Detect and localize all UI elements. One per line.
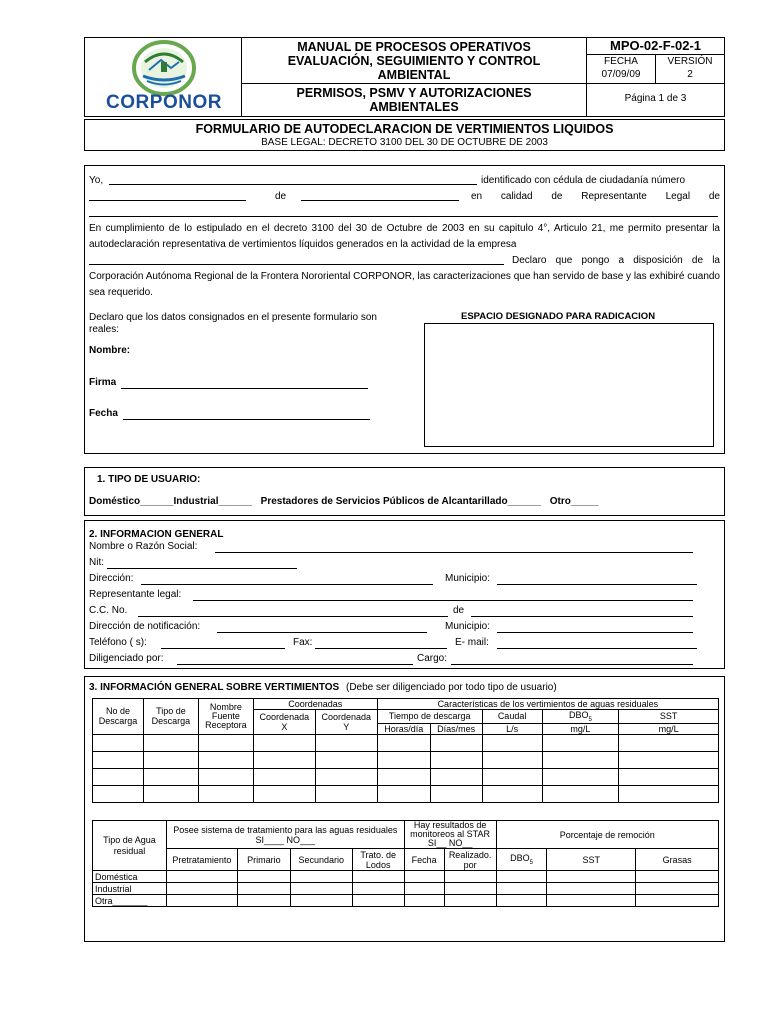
table-row[interactable] xyxy=(93,751,719,768)
col-coord-y: Coordenada Y xyxy=(315,710,377,735)
dbo-sub: 5 xyxy=(588,716,592,723)
discharge-table xyxy=(92,698,719,803)
en-calidad-text: en calidad de Representante Legal de xyxy=(471,191,720,202)
radicacion-label: ESPACIO DESIGNADO PARA RADICACION xyxy=(461,311,656,322)
title-line-4: PERMISOS, PSMV Y AUTORIZACIONES xyxy=(296,86,532,100)
paragraph-2: Declaro que pongo a disposición de la xyxy=(512,255,720,266)
col-coordenadas: Coordenadas xyxy=(253,699,377,710)
col-dbo-unit: mg/L xyxy=(542,723,619,734)
col-grasas: Grasas xyxy=(636,849,719,871)
fecha-value: 07/09/09 xyxy=(601,69,641,80)
dbo2-sub: 5 xyxy=(529,859,533,866)
col-sst-unit: mg/L xyxy=(619,723,719,734)
fax-label: Fax: xyxy=(293,637,313,648)
col-pretratamiento: Pretratamiento xyxy=(166,849,237,871)
diligenciado-label: Diligenciado por: xyxy=(89,653,164,664)
col-caudal-unit: L/s xyxy=(482,723,542,734)
col-trato: Trato. de Lodos xyxy=(352,849,404,871)
section1-title: 1. TIPO DE USUARIO: xyxy=(97,474,201,485)
cargo-label: Cargo: xyxy=(417,653,448,664)
section3-subtitle: (Debe ser diligenciado por todo tipo de usuario) xyxy=(346,682,557,693)
nit-label: Nit: xyxy=(89,557,104,568)
section-discharges xyxy=(84,676,725,942)
col-tipo-descarga: Tipo de Descarga xyxy=(143,699,198,735)
col-hay: Hay resultados de monitoreos al STAR SI__ NO__ xyxy=(404,821,496,849)
company-blank[interactable] xyxy=(89,216,718,217)
document-header xyxy=(84,37,725,117)
direccion-label: Dirección: xyxy=(89,573,134,584)
corponor-logo-icon xyxy=(131,40,197,96)
yo-label: Yo, xyxy=(89,175,104,186)
representante-blank[interactable] xyxy=(193,600,693,601)
treatment-table xyxy=(92,820,719,907)
nit-blank[interactable] xyxy=(107,568,297,569)
email-label: E- mail: xyxy=(455,637,489,648)
cc-de-label: de xyxy=(453,605,465,616)
dir-notif-blank[interactable] xyxy=(217,632,427,633)
section-general-info xyxy=(84,520,725,669)
cc-de-blank[interactable] xyxy=(471,616,693,617)
table-row[interactable] xyxy=(93,895,719,907)
dir-notif-label: Dirección de notificación: xyxy=(89,621,201,632)
section3-heading xyxy=(89,682,557,693)
col-caudal: Caudal xyxy=(482,710,542,724)
municipio2-blank[interactable] xyxy=(497,632,693,633)
page-number: Página 1 de 3 xyxy=(624,93,687,104)
title-line-2: EVALUACIÓN, SEGUIMIENTO Y CONTROL xyxy=(287,54,541,68)
col-primario: Primario xyxy=(237,849,290,871)
telefono-label: Teléfono ( s): xyxy=(89,637,147,648)
section3-title: 3. INFORMACIÓN GENERAL SOBRE VERTIMIENTOS xyxy=(89,682,340,693)
table-row[interactable] xyxy=(93,734,719,751)
col-dbo2 xyxy=(496,849,547,871)
option-domestico[interactable]: Doméstico______ xyxy=(89,496,174,507)
form-title: FORMULARIO DE AUTODECLARACION DE VERTIMIENTOS LIQUIDOS xyxy=(195,122,614,136)
fecha-blank[interactable] xyxy=(123,419,370,420)
col-nombre-fuente: Nombre Fuente Receptora xyxy=(198,699,253,735)
firma-label: Firma xyxy=(89,377,117,388)
paragraph-1: En cumplimiento de lo estipulado en el decreto 3100 del 30 de Octubre de 2003 en su capitulo 4°, Articulo 21, me permito presentar la autodeclaración representativa de vertimientos líquidos generados en la actividad de la empresa xyxy=(89,223,720,250)
razon-social-blank[interactable] xyxy=(215,552,693,553)
direccion-blank[interactable] xyxy=(141,584,433,585)
city-blank[interactable] xyxy=(301,200,459,201)
user-type-options xyxy=(89,496,599,507)
table-row[interactable] xyxy=(93,871,719,883)
doc-code: MPO-02-F-02-1 xyxy=(587,38,724,55)
activity-blank[interactable] xyxy=(89,264,504,265)
col-tiempo: Tiempo de descarga xyxy=(377,710,482,724)
col-no-descarga: No de Descarga xyxy=(93,699,144,735)
identificado-text: identificado con cédula de ciudadanía número xyxy=(481,175,686,186)
version-label: VERSIÓN xyxy=(667,56,713,67)
dbo-label: DBO xyxy=(568,710,589,720)
representante-label: Representante legal: xyxy=(89,589,182,600)
email-blank[interactable] xyxy=(497,648,697,649)
row-label-domestica: Doméstica xyxy=(93,871,167,883)
col-realizado: Realizado. por xyxy=(444,849,496,871)
telefono-blank[interactable] xyxy=(161,648,285,649)
col-fecha: Fecha xyxy=(404,849,444,871)
name-blank[interactable] xyxy=(109,184,477,185)
section2-title: 2. INFORMACION GENERAL xyxy=(89,529,224,540)
cc-label: C.C. No. xyxy=(89,605,128,616)
declaration-text xyxy=(89,173,720,301)
base-legal: BASE LEGAL: DECRETO 3100 DEL 30 DE OCTUBRE DE 2003 xyxy=(261,137,548,148)
cc-blank[interactable] xyxy=(138,616,448,617)
table-row[interactable] xyxy=(93,883,719,895)
row-label-otra: Otra_______ xyxy=(93,895,167,907)
col-sst2: SST xyxy=(547,849,636,871)
declaro-text: Declaro que los datos consignados en el presente formulario son reales: xyxy=(89,312,377,335)
section-user-type xyxy=(84,467,725,516)
header-title xyxy=(242,38,587,116)
col-horas: Horas/día xyxy=(377,723,430,734)
col-tipo-agua: Tipo de Agua residual xyxy=(93,821,167,871)
fecha-label-decl: Fecha xyxy=(89,408,118,419)
radicacion-space[interactable] xyxy=(424,323,714,447)
razon-social-label: Nombre o Razón Social: xyxy=(89,541,198,552)
col-sst: SST xyxy=(619,710,719,724)
paragraph-3: Corporación Autónoma Regional de la Frontera Nororiental CORPONOR, las caracterizaciones que han servido de base y las exhibiré cuando sea requerido. xyxy=(89,271,720,298)
table-row[interactable] xyxy=(93,768,719,785)
title-line-5: AMBIENTALES xyxy=(369,100,459,114)
header-code-cell xyxy=(587,38,724,116)
municipio-label: Municipio: xyxy=(445,573,491,584)
dbo2-label: DBO xyxy=(510,853,530,864)
table-row[interactable] xyxy=(93,785,719,802)
logo-text: CORPONOR xyxy=(106,92,222,113)
nombre-label: Nombre: xyxy=(89,345,131,356)
de-label: de xyxy=(275,191,287,202)
option-industrial[interactable]: Industrial______ xyxy=(173,496,252,507)
col-dbo xyxy=(542,710,619,724)
logo-cell xyxy=(85,38,242,116)
col-caracteristicas: Características de los vertimientos de aguas residuales xyxy=(377,699,718,710)
cedula-blank[interactable] xyxy=(89,200,246,201)
declaration-box xyxy=(84,165,725,454)
fax-blank[interactable] xyxy=(315,648,447,649)
option-prestadores[interactable]: Prestadores de Servicios Públicos de Alcantarillado______ xyxy=(260,496,541,507)
version-value: 2 xyxy=(687,69,693,80)
col-posee: Posee sistema de tratamiento para las aguas residuales SI____ NO___ xyxy=(166,821,404,849)
fecha-label: FECHA xyxy=(604,56,638,67)
cargo-blank[interactable] xyxy=(451,664,693,665)
municipio-blank[interactable] xyxy=(497,584,697,585)
firma-blank[interactable] xyxy=(121,388,368,389)
title-line-1: MANUAL DE PROCESOS OPERATIVOS xyxy=(297,40,531,54)
title-line-3: AMBIENTAL xyxy=(377,68,451,82)
form-title-box xyxy=(84,119,725,151)
col-coord-x: Coordenada X xyxy=(253,710,315,735)
row-label-industrial: Industrial xyxy=(93,883,167,895)
col-dias: Días/mes xyxy=(430,723,482,734)
municipio2-label: Municipio: xyxy=(445,621,491,632)
diligenciado-blank[interactable] xyxy=(177,664,413,665)
col-secundario: Secundario xyxy=(290,849,352,871)
option-otro[interactable]: Otro_____ xyxy=(549,496,599,507)
col-porcentaje: Porcentaje de remoción xyxy=(496,821,718,849)
